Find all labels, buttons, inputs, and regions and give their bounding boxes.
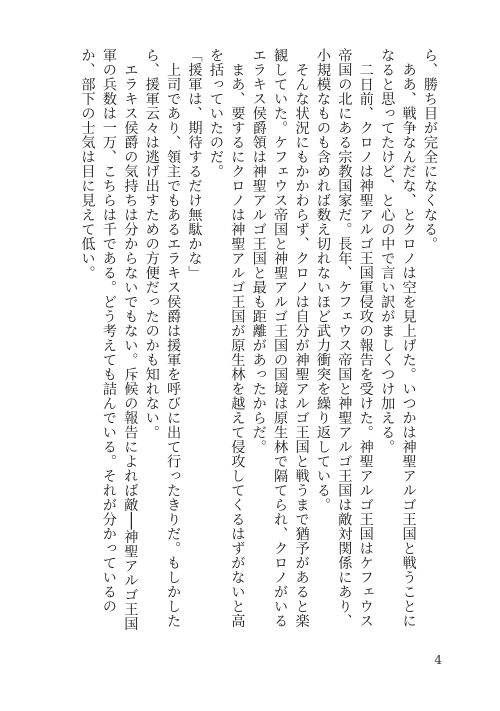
paragraph: 上司であり、領主でもあるエラキス侯爵は援軍を呼びに出て行ったきりだ。もしかしたら、援軍云々は逃げ出すための方便だったのかも知れない。 [143,48,182,628]
paragraph: ああ、戦争なんだな、とクロノは空を見上げた。いつかは神聖アルゴ王国と戦うことになると思ってたけど、と心の中で言い訳がましくつけ加える。 [379,48,417,628]
vertical-text-block [76,48,440,638]
paragraph: そんな状況にもかかわらず、クロノは自分が神聖アルゴ王国と戦うまで猶予があると楽観していた。ケフェウス帝国と神聖アルゴ王国の国境は原生林で隔てられ、クロノがいるエラキス侯爵領は神聖アルゴ王国と最も距離があったからだ。 [250,48,310,628]
paragraph: エラキス侯爵の気持ちは分からないでもない。斥候の報告によれば敵──神聖アルゴ王国軍の兵数は一万、こちらは千である。どう考えても詰んでいる。それが分かっているのか、部下の士気は目に見えて低い。 [79,48,139,632]
paragraph: ら、勝ち目が完全になくなる。 [422,48,438,251]
dialogue-line: 「援軍は、期待するだけ無駄かな」 [186,48,203,280]
page-number: 4 [434,653,442,667]
paragraph: 二日前、クロノは神聖アルゴ王国軍侵攻の報告を受けた。神聖アルゴ王国はケフェウス帝国の北にある宗教国家だ。長年、ケフェウス帝国と神聖アルゴ王国は敵対関係にあり、小規模なものも含めれば数え切れないほど武力衝突を繰り返している。 [314,48,374,628]
paragraph: まあ、要するにクロノは神聖アルゴ王国が原生林を越えて侵攻してくるはずがないと高を括っていたのだ。 [207,48,246,628]
